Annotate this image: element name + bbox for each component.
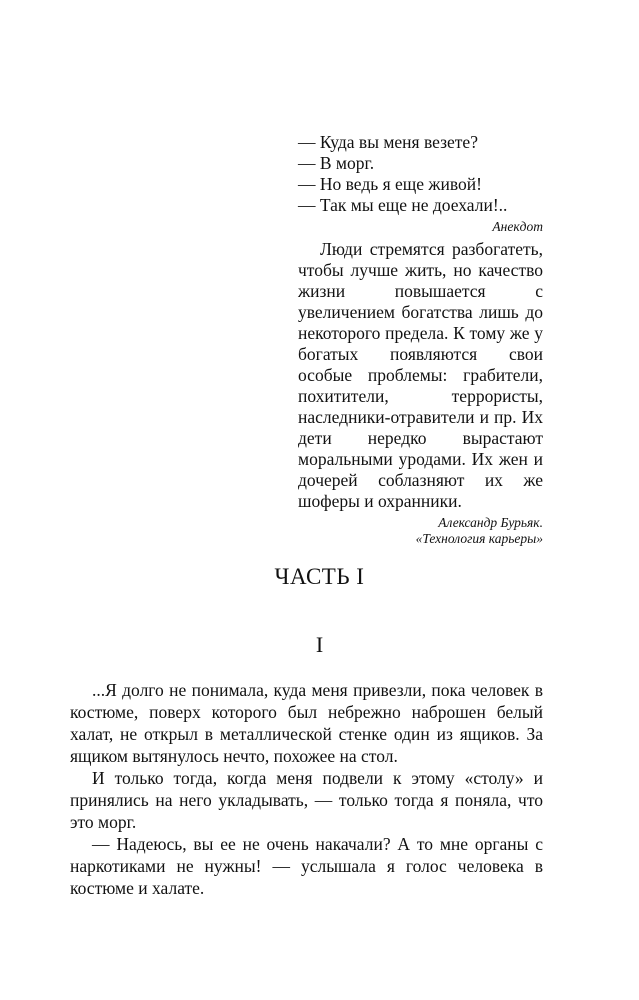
- epigraph-quote: [298, 239, 543, 547]
- epigraph-attribution: [298, 515, 543, 547]
- epigraph-line: — Но ведь я еще живой!: [298, 174, 482, 194]
- epigraph-line: — В морг.: [298, 153, 375, 173]
- attribution-author: Александр Бурьяк.: [438, 515, 543, 530]
- paragraph: ...Я долго не понимала, куда меня привезли, пока человек в костюме, поверх которого был небрежно наброшен белый халат, не открыл в металлической стенке один из ящиков. За ящиком вытянулось нечто, похожее на стол.: [70, 680, 543, 766]
- epigraph-line: — Так мы еще не доехали!..: [298, 195, 508, 215]
- attribution-line: Анекдот: [492, 219, 543, 234]
- epigraph-text: Люди стремятся разбогатеть, чтобы лучше жить, но качество жизни повышается с увеличением богатства лишь до некоторого предела. К тому же у богатых появляются свои особые проблемы: грабители, похитители, террористы, наследники-отравители и пр. Их дети нередко вырастают моральными уродами. Их жен и дочерей соблазняют их же шоферы и охранники.: [298, 239, 543, 511]
- epigraph-anecdote: [298, 132, 543, 235]
- epigraph-line: — Куда вы меня везете?: [298, 132, 478, 152]
- paragraph: — Надеюсь, вы ее не очень накачали? А то мне органы с наркотиками не нужны! — услышала я голос человека в костюме и халате.: [70, 834, 543, 898]
- part-title: ЧАСТЬ I: [274, 564, 365, 589]
- chapter-title: I: [315, 632, 324, 657]
- paragraph: И только тогда, когда меня подвели к этому «столу» и принялись на него укладывать, — только тогда я поняла, что это морг.: [70, 768, 543, 832]
- chapter-body: [70, 679, 543, 899]
- attribution-source: «Технология карьеры»: [415, 531, 543, 546]
- epigraph-attribution: [298, 219, 543, 235]
